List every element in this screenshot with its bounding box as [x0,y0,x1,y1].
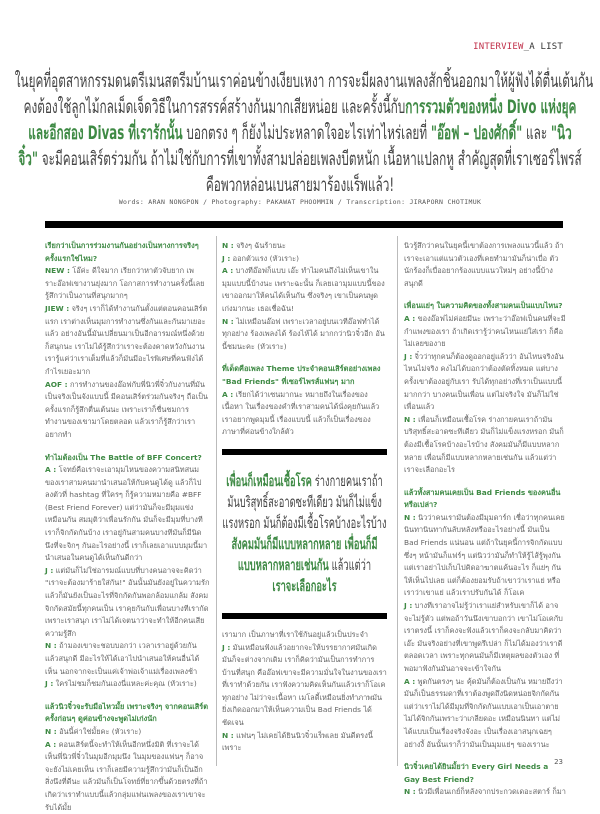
interview-answer [404,351,566,414]
text-segment: จะมีคอนเสิร์ตร่วมกัน ถ้าไม่ใช่กับการที่เขาทั้งสามปล่อยเพลงบีตหนัก เนื้อหาแปลกหู สำคัญสุดที่เราเซอร์ไพรส์ [38,148,582,170]
pull-quote-rule [222,613,387,619]
answer-text: ใครไม่ชมก็ชมกันเองนี่แหละค่ะคุณ (หัวเราะ) [53,679,197,689]
highlight-text: สังคมมันก็มีแบบหลากหลาย เพื่อนก็มี [231,534,378,553]
speaker-label: J : [222,253,231,263]
interview-answer [222,240,387,253]
interview-question: นิวจิ๋วเคยได้ยินมั้ยว่า Every Girl Needs a Gay Best Friend? [404,762,549,784]
text-segment: แล้วแต่ว่า [328,555,372,574]
text-segment: คือพวกหล่อนเบนสายมาร้องแร็พแล้ว! [205,174,395,196]
answer-text: จริงๆ ฉันร้ายนะ [233,241,286,250]
interview-question: แล้วทั้งสามคนเคยเป็น Bad Friends ของคนอื่นหรือเปล่า? [404,487,561,510]
highlight-text: จิ๋ว" [18,148,39,170]
speaker-label: N : [222,241,234,250]
text-line [179,471,430,492]
answer-text: ถ้ามองเขาจะชอบบอกว่า เวลาเราอยู่ด้วยกันแล้วสนุกดี มีอะไรให้ได้เอาไปนำเสนอให้คนอื่นได้เห็น นอกจากจะเป็นแค่เจ้าพ่อเจ้าแม่เรื่องเพลงช้า [45,641,200,676]
speaker-label: N : [222,730,234,740]
article-column-2 [222,240,387,755]
text-segment: บอกตรง ๆ ก็ยังไม่ประหลาดใจอะไรเท่าไหร่เลยที่ [182,122,431,144]
text-line [15,94,585,120]
interview-answer [45,303,210,379]
speaker-label: N : [45,641,57,651]
speaker-label: J : [404,351,413,361]
speaker-label: N : [404,414,416,424]
highlight-text: "นิว [550,122,572,144]
speaker-label: N : [45,726,57,736]
answer-text: เรามาก เป็นภาษาที่เราใช้กันอยู่แล้วเป็นประจำ [222,629,369,639]
interview-answer [404,512,566,600]
text-line [179,555,430,576]
interview-answer [45,640,210,678]
text-segment: แรงหรอก มันก็ต้องมีเชื้อโรคบ้างอะไรบ้าง [222,513,387,532]
page-number: 23 [554,758,563,766]
speaker-label: A : [45,465,57,475]
credits: Words: ARAN NONGPON / Photography: PAKAWAT PHOOMMIN / Transcription: JIRAPORN CHOTIMUK [118,198,482,206]
answer-text: โอ๊ค่ะ ดีใจมาก เรียกว่าหาตัวจับยาก เพราะอ๊อฟเขางานยุ่งมาก โอกาสการทำงานครั้งนี้เลยรู้สึกว่าเป็นงานที่สนุกมากๆ [45,266,205,301]
intro-paragraph [14,68,594,198]
section-tag-rest: _A LIST [523,42,563,52]
interview-answer [45,678,210,691]
answer-text: บางทีอ๊อฟก็แบบ เอ๊ะ ทำไมคนถึงไม่เห็นเขาในมุมแบบนี้บ้างนะ เพราะฉะนั้น ก็เลยเอามุมแบบนี้ของเขาออกมาให้คนได้เห็นกัน ซึ่งจริงๆ เขาเป็นคนพูดเก่งมากนะ เธอเชื่อฉัน! [222,266,385,313]
interview-answer [222,629,387,642]
answer-text: นิวมีเพื่อนเกย์ก็หลังจากประกวดเดอะสตาร์ ก็มา [415,787,566,797]
answer-text: เรียกได้ว่าเซนมากนะ หมายถึงในเรื่องของเนื้อหา ในเรื่องของคำที่เราสามคนได้นั่งคุยกันแล้ว เราอยากพูดมุมนี้ เรื่องแบบนี้ แล้วก็เป็นเรื่องของภาษาที่ค่อนข้างใกล้ตัว [222,389,380,437]
interview-answer [404,786,566,799]
highlight-text: เราจะเลือกอะไร [272,576,337,595]
speaker-label: N : [222,316,234,326]
answer-text: พูดกันตรงๆ นะ คุ้ดมันก็ต้องเป็นกัน หมายถึงว่ามันก็เป็นธรรมดาที่เราต้องพูดถึงนิดหน่อยจิกกัดกัน แต่ว่าเราไม่ได้มีมุมที่จิกกัดกันแบบเอาเป็นเอาตาย ไม่ได้จิกกันเพราะว่าเกลียดอะ เหมือนนินทา แต่ไม่ได้แบบเป็นเรื่องจริงจังอะ เป็นเรื่องเอาสนุกเฉยๆ อย่างงี้ อันนั้นเราก็ว่ามันเป็นมุมแย่ๆ ของเรานะ [404,676,563,749]
answer-text: แต่มันก็ไม่ใช่อารมณ์แบบที่บางคนอาจจะคิดว่า "เราจะต้องมาร้ายใส่กัน!" อันนั้นมันยังอยู่ในความรักแล้วก็มันยังเป็นอะไรที่จิกกัดกันพอกล้อมแกล้ม สังคมจิกกัดสมัยนี้ทุกคนเป็น เราคุยกันกับเพื่อนบางทีเรากัด เพราะเราสนุก เราไม่ได้เจตนาว่าจะทำให้อีกคนเสียความรู้สึก [45,565,210,638]
text-segment: ร่างกายคนเราถ้า [311,471,383,490]
interview-answer [222,253,387,266]
text-line [179,513,430,534]
answer-text: แฟนๆ ไม่เคยได้ยินนิวจิ๋วแร็พเลย มันดีตรงนี้ เพราะ [222,730,373,753]
interview-answer [222,389,387,439]
interview-answer [45,265,210,303]
speaker-label: J : [222,642,231,652]
interview-question: แล้วนิวจิ๋วจะรับมือไหวมั้ย เพราะจริงๆ จากคอนเสิร์ตครั้งก่อนๆ ดูค่อนข้างจะพูดไม่เก่งนัก [45,701,209,724]
speaker-label: N : [404,512,416,522]
section-tag-red: INTERVIEW [473,42,524,52]
interview-question: ทำไมต้องเป็น The Battle of BFF Concert? [45,452,202,462]
highlight-text: เพื่อนก็เหมือนเชื้อโรค [226,471,312,490]
interview-answer [222,642,387,730]
answer-text: การทำงานของอ๊อฟกับพี่นิวพี่จิ๋วกับงานที่มันเป็นจริงเป็นจังแบบนี้ มีคอนเสิร์ตร่วมกันจริงๆ ถือเป็นครั้งแรกก็รู้สึกตื่นเต้นนะ เพราะเราก็ชื่นชมการทำงานของเขามาโดยตลอด แล้วเราก็รู้สึกว่าเราอยากทำ [45,379,208,439]
answer-text: อันนี้ค่าใช่มั้ยคะ (หัวเราะ) [56,726,142,736]
pull-quote [222,465,387,603]
speaker-label: NEW : [45,266,70,276]
text-segment: และ [522,122,551,144]
answer-text: มันเหมือนฟังแล้วอยากจะให้บรรยากาศมันเกิด มันก็จะต่างจากเดิม เราก็คิดว่ามันเป็นการทำการบ้านที่สนุก คืออ๊อฟเขาจะมีความมั่นใจในงานของเราที่เราทำด้วยกัน เราฟังความคิดเห็นกันแล้วเราก็โอเคทุกอย่าง ไม่ว่าจะเนื้อหา เมโลดี้เหมือนยิ่งทำภาพมันยิ่งเกิดออกมาให้เห็นความเป็น Bad Friends ได้ชัดเจน [222,642,387,728]
interview-answer [222,265,387,315]
pull-quote-rule [222,449,387,455]
interview-question: เรียกว่าเป็นการร่วมงานกันอย่างเป็นทางการจริงๆ ครั้งแรกใช่ไหม? [45,241,199,263]
highlight-text: "อ๊อฟ – ปองศักดิ์" [430,122,523,144]
interview-answer [404,313,566,351]
highlight-text: การรวมตัวของหนึ่ง Divo แห่งยุค [405,96,577,118]
interview-answer [222,730,387,755]
text-line [179,576,430,597]
speaker-label: AOF : [45,379,68,389]
speaker-label: A : [404,676,416,686]
answer-text: จริงๆ เราก็ได้ทำงานกันตั้งแต่ตอนคอนเสิร์ตแรก เราต่างเห็นมุมการทำงานซึ่งกันและกันมาเยอะแล้ว อย่างอันนี้มันเปลี่ยนมาเป็นอีกอารมณ์หนึ่งด้วย ก็สนุกนะ เราไม่ได้รู้สึกว่าเราจะต้องคาดหวังกันงาน เรารู้แค่ว่าเราเต็มที่แล้วก็มันมีอะไรพิเศษที่คนฟังได้กำไรเยอะมาก [45,303,208,376]
speaker-label: JIEW : [45,303,70,313]
text-line [15,172,585,198]
speaker-label: A : [222,266,234,276]
highlight-text: แบบหลากหลายเช่นกัน [237,555,329,574]
speaker-label: A : [222,389,234,399]
answer-text: คอนเสิร์ตนี้จะทำให้เห็นอีกหนึ่งมิติ ที่เราจะได้เห็นพี่นิวพี่จิ๋วในมุมอีกมุมนึง ในมุมของแฟนๆ ก็อาจจะยังไม่เคยเห็น เราก็เลยมีความรู้สึกว่ามันก็เป็นอีกสิ่งนึงที่ดีนะ แล้วมันก็เป็นโจทย์ที่ยากขึ้นด้วยตรงที่ถ้าเกิดว่าเราทำแบบนี้แล้วกลุ่มแฟนเพลงของเราเขาจะรับได้มั้ย [45,739,208,812]
text-segment: มันบริสุทธิ์สะอาดซะทีเดียว มันก็ไม่แข็ง [227,492,382,511]
section-tag [473,42,563,52]
answer-text: ออกตัวแรง (หัวเราะ) [230,253,300,263]
highlight-text: และอีกสอง Divas ที่เรารักนั้น [28,122,183,144]
interview-answer [45,739,210,814]
speaker-label: A : [45,739,57,749]
interview-answer [404,676,566,752]
speaker-label: J : [45,565,54,575]
answer-text: นิวว่าคนเรามันต้องมีมุมดาร์ก เชื่อว่าทุกคนเคยนินทานินทากันลับหลังหรืออะไรอย่างนี้ มันเป็น Bad Friends แน่นอน แต่ถ้าในยุคนี้การจิกกัดแบบซึ่งๆ หน้ามันก็แฟร์ๆ แต่นิวว่ามันก็ทำให้รู้ไส้รู้พุงกัน แต่เราอย่าไปเก็บไปคิดอาฆาตแค้นอะไร ก็แย่ๆ กันให้เห็นไปเลย แต่ก็ต้องยอมรับถ้าเขาว่าเราแย่ หรือเราว่าเขาแย่ แล้วเราปรับกันได้ ก็โอเค [404,512,565,598]
speaker-label: J : [404,601,413,611]
speaker-label: A : [404,313,416,323]
text-line [179,492,430,513]
speaker-label: N : [404,787,416,797]
interview-answer [404,240,566,290]
answer-text: จิ๋วว่าทุกคนก็ต้องดูออกอยู่แล้วว่า อันไหนจริงอันไหนไม่จริง คงไม่ได้บอกว่าต้องตัดทิ้งหมด แต่บางครั้งเขาต้องอยู่กับเรา รับได้ทุกอย่างที่เราเป็นแบบนี้มากกว่า บางคนเป็นเพื่อน แต่ไม่จริงใจ มันก็ไม่ใช่เพื่อนแล้ว [404,351,564,412]
interview-answer [45,379,210,442]
answer-text: บางทีเราอาจไม่รู้ว่าเราแย่สำหรับเขาก็ได้ อาจจะไม่รู้ตัว แต่พอถ้าวันนึงเขาบอกว่า เขาไม่โอเคกับเราตรงนี้ เราก็คงจะฟังแล้วเราก็คงจะกลับมาคิดว่า เอ๊ะ มันจริงอย่างที่เขาพูดรึเปล่า ก็ไม่ได้มองว่าเราดีตลอดเวลา เพราะทุกคนมันก็มีเหตุผลของตัวเอง ที่พอมาฟังกันมันอาจจะเข้าใจกัน [404,601,563,673]
text-line [179,534,430,555]
interview-answer [222,316,387,354]
interview-question: ที่เด็ดคือเพลง Theme ประจำคอนเสิร์ตอย่างเพลง "Bad Friends" ที่เซอร์ไพรส์แฟนๆ มาก [222,364,381,386]
text-line [15,146,585,172]
answer-text: ไม่เหมือนอ๊อฟ เพราะเวลาอยู่บนเวทีอ๊อฟทำได้ทุกอย่าง ร้องเพลงได้ ร้องไห้ได้ มากกว่านิวจิ๋วอีก อันนี้ชมนะคะ (หัวเราะ) [222,316,385,351]
text-segment: คงต้องใช้ลูกไม้กลเม็ดเจ็ดวิธีในการสรรค์สร้างกันมากเสียหน่อย และครั้งนี้กับ [23,96,406,118]
text-segment: ในยุคที่อุตสาหกรรมดนตรีเมนสตรีมบ้านเราค่อนข้างเงียบเหงา การจะมีผลงานเพลงสักชิ้นออกมาให้ผู้ฟังได้ตื่นเต้นกัน [14,70,594,92]
header-rule [45,221,563,228]
answer-text: โจทย์คือเราจะเอามุมไหนของความสนิทสนมของเราสามคนมานำเสนอให้กับคนดูได้ดู แล้วก็ไปลงตัวที่ hashtag ที่ใครๆ ก็รู้ความหมายคือ #BFF (Best Friend Forever) แต่ว่ามันก็จะมีมุมแข่งเหมือนกัน สมมุติว่าเพื่อนรักกัน มันก็จะมีมุมที่บางทีเราก็จิกกัดกันบ้าง เราอยู่กันสามคนบางทีมันก็มีนิดนึงที่จะจิกๆ กันอะไรอย่างนี้ เราก็เลยเอาแบบมุมนี้มานำเสนอในคนดูได้เห็นกันดีกว่า [45,465,208,563]
interview-answer [45,726,210,739]
speaker-label: J : [45,679,54,689]
answer-text: เพื่อนก็เหมือนเชื้อโรค ร่างกายคนเราถ้ามันบริสุทธิ์สะอาดซะทีเดียว มันก็ไม่แข็งแรงหรอก มันก็ต้องมีเชื้อโรคบ้างอะไรบ้าง สังคมมันก็มีแบบหลากหลาย เพื่อนก็มีแบบหลากหลายเช่นกัน แล้วแต่ว่าเราจะเลือกอะไร [404,414,564,475]
article-column-3 [404,240,566,799]
text-line [15,120,585,146]
text-line [14,68,594,94]
interview-question: เพื่อนแย่ๆ ในความคิดของทั้งสามคนเป็นแบบไหน? [404,301,563,311]
answer-text: นิวรู้สึกว่าคนในยุคนี้เขาต้องการเพลงแนวนี้แล้ว ถ้าเราจะเอาแต่แนวตัวเองที่เคยทำมามันก็น่าเบื่อ ตัวนักร้องก็เบื่ออยากร้องแบบแนวใหม่ๆ อย่างนี้บ้าง สนุกดี [404,241,564,288]
interview-answer [404,600,566,676]
answer-text: ของอ๊อฟไม่ค่อยมีนะ เพราะว่าอ๊อฟเป็นคนที่จะมีกำแพงของเรา ถ้าเกิดเรารู้ว่าคนไหนแย่ใส่เรา ก็คือไม่เลยของาย [404,313,566,349]
interview-answer [404,414,566,477]
